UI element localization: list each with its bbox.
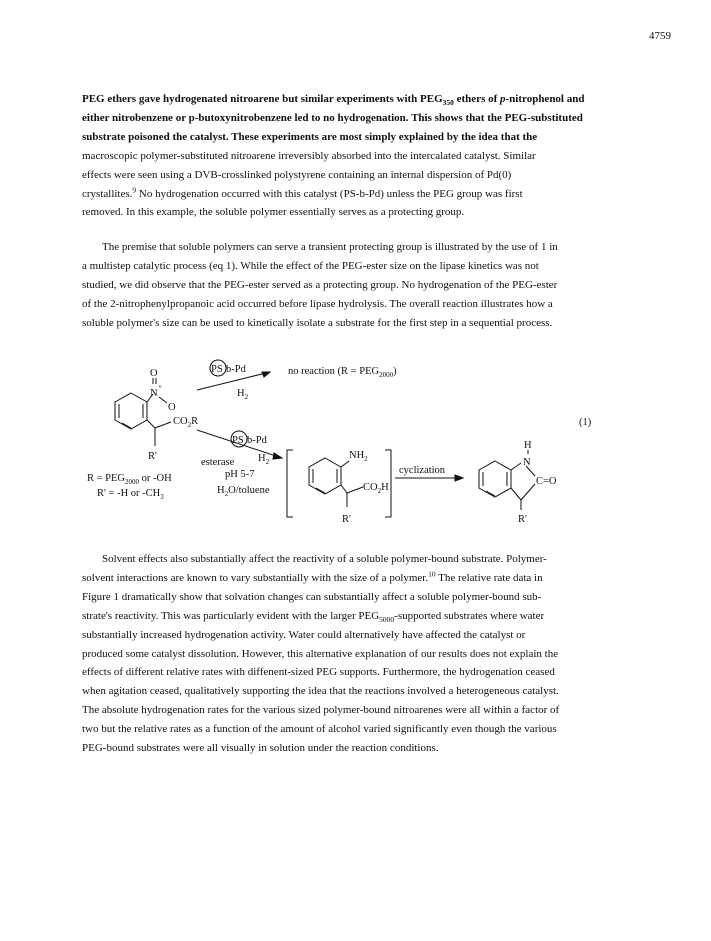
text-line: PEG ethers gave hydrogenated nitroarene but similar experiments with $PEG_{350}$ ethers of p-nitrophenol and bbox=[82, 93, 585, 108]
amine-group-label: $NH_2$ bbox=[349, 450, 368, 463]
cyclization-label: cyclization bbox=[399, 465, 446, 476]
ester-group-label: $CO_2R$ bbox=[173, 416, 199, 429]
paragraph-2 bbox=[82, 238, 616, 333]
text-line: The absolute hydrogenation rates for the various sized polymer-bound nitroarenes were all within a factor of bbox=[82, 704, 560, 717]
r-definition: $R = PEG_{2000}$ or -OH bbox=[87, 473, 172, 486]
nitro-nitrogen: N bbox=[150, 388, 158, 399]
r-prime-label: R' bbox=[518, 514, 527, 525]
text-line: effects of different relative rates with diffenent-sized PEG supports. Furthermore, the hydrogenation ceased bbox=[82, 666, 555, 679]
text-line: removed. In this example, the soluble polymer essentially serves as a protecting group. bbox=[82, 206, 465, 219]
text-line: substrate poisoned the catalyst. These experiments are most simply explained by the idea that the bbox=[82, 130, 538, 143]
r-prime-definition: R' = -H or $-CH_3$ bbox=[97, 488, 164, 501]
esterase-label: esterase bbox=[201, 457, 235, 468]
text-line: effects were seen using a DVB-crosslinked polystyrene containing an internal dispersion of Pd(0) bbox=[82, 168, 512, 181]
solvent-label: $H_2O$/toluene bbox=[217, 485, 270, 498]
text-line: a multistep catalytic process (eq 1). While the effect of the PEG-ester size on the lipase kinetics was not bbox=[82, 259, 539, 272]
nitroarene-ring bbox=[115, 378, 171, 446]
carbonyl-label: C=O bbox=[536, 476, 557, 487]
nitro-oxygen-top: O bbox=[150, 368, 158, 379]
paragraph-1 bbox=[82, 90, 616, 222]
lactam-hydrogen-label: H bbox=[524, 440, 532, 451]
reaction-scheme-drawing bbox=[85, 362, 625, 532]
acid-group-label: $CO_2H$ bbox=[363, 482, 389, 495]
no-reaction-label: no reaction $(R = PEG_{2000})$ bbox=[288, 366, 397, 379]
hydrogen-label: $H_2$ bbox=[258, 453, 270, 466]
r-prime-label: R' bbox=[148, 451, 157, 462]
r-prime-label: R' bbox=[342, 514, 351, 525]
catalyst-label: b-Pd bbox=[247, 435, 267, 446]
paragraph-3 bbox=[82, 550, 616, 758]
equation-number: (1) bbox=[579, 417, 592, 428]
page-number: 4759 bbox=[649, 30, 671, 42]
lactam-nitrogen-label: N bbox=[523, 457, 531, 468]
text-line: studied, we did observe that the PEG-ester served as a protecting group. No hydrogenation of the PEG-ester bbox=[82, 278, 558, 291]
ps-label: PS bbox=[211, 364, 223, 375]
text-line: either nitrobenzene or p-butoxynitrobenzene led to no hydrogenation. This shows that the PEG-substituted bbox=[82, 111, 583, 124]
ph-label: pH 5-7 bbox=[225, 469, 255, 480]
nitro-plus: + bbox=[158, 383, 162, 391]
text-line: crystallites.$^9$ No hydrogenation occurred with this catalyst (PS-b-Pd) unless the PEG group was first bbox=[82, 184, 523, 200]
text-line: when agitation ceased, qualitatively supporting the idea that the reactions involved a heterogeneous catalyst. bbox=[82, 685, 559, 698]
nitro-oxygen-minus: O bbox=[168, 402, 176, 413]
ps-label: PS bbox=[232, 435, 244, 446]
citation-superscript: 9 bbox=[132, 184, 137, 194]
catalyst-label: b-Pd bbox=[226, 364, 246, 375]
text-line: macroscopic polymer-substituted nitroarene irreversibly absorbed into the intercalated catalyst. Similar bbox=[82, 149, 536, 162]
text-line: solvent interactions are known to vary substantially with the size of a polymer.$^{10}$ The relative rate data in bbox=[82, 569, 543, 584]
text-line: substantially increased hydrogenation activity. Water could alternatively have affected the catalyst or bbox=[82, 628, 526, 641]
citation-superscript: 10 bbox=[428, 569, 436, 579]
text-line: Solvent effects also substantially affect the reactivity of a soluble polymer-bound substrate. Polymer- bbox=[102, 553, 547, 565]
reaction-scheme bbox=[85, 362, 625, 532]
text-line: Figure 1 dramatically show that solvation changes can substantially affect a soluble polymer-bound sub- bbox=[82, 590, 542, 603]
amino-acid-ring bbox=[309, 458, 363, 507]
text-line: soluble polymer's size can be used to kinetically isolate a substrate for the first step in a sequential process. bbox=[82, 316, 553, 329]
text-line: The premise that soluble polymers can serve a transient protecting group is illustrated by the use of 1 in bbox=[102, 241, 558, 253]
text-line: of the 2-nitrophenylpropanoic acid occurred before lipase hydrolysis. The overall reaction illustrates how a bbox=[82, 297, 553, 310]
text-line: two but the relative rates as a function of the amount of alcohol varied significantly even though the various bbox=[82, 723, 557, 736]
text-line: produced some catalyst dissolution. However, this alternative explanation of our results does not explain the bbox=[82, 647, 559, 660]
text-line: PEG-bound substrates were all visually in solution under the reaction conditions. bbox=[82, 742, 439, 755]
hydrogen-label-top: $H_2$ bbox=[237, 388, 249, 401]
text-line: strate's reactivity. This was particularly evident with the larger $PEG_{5000}$-supported substrates where water bbox=[82, 609, 545, 624]
